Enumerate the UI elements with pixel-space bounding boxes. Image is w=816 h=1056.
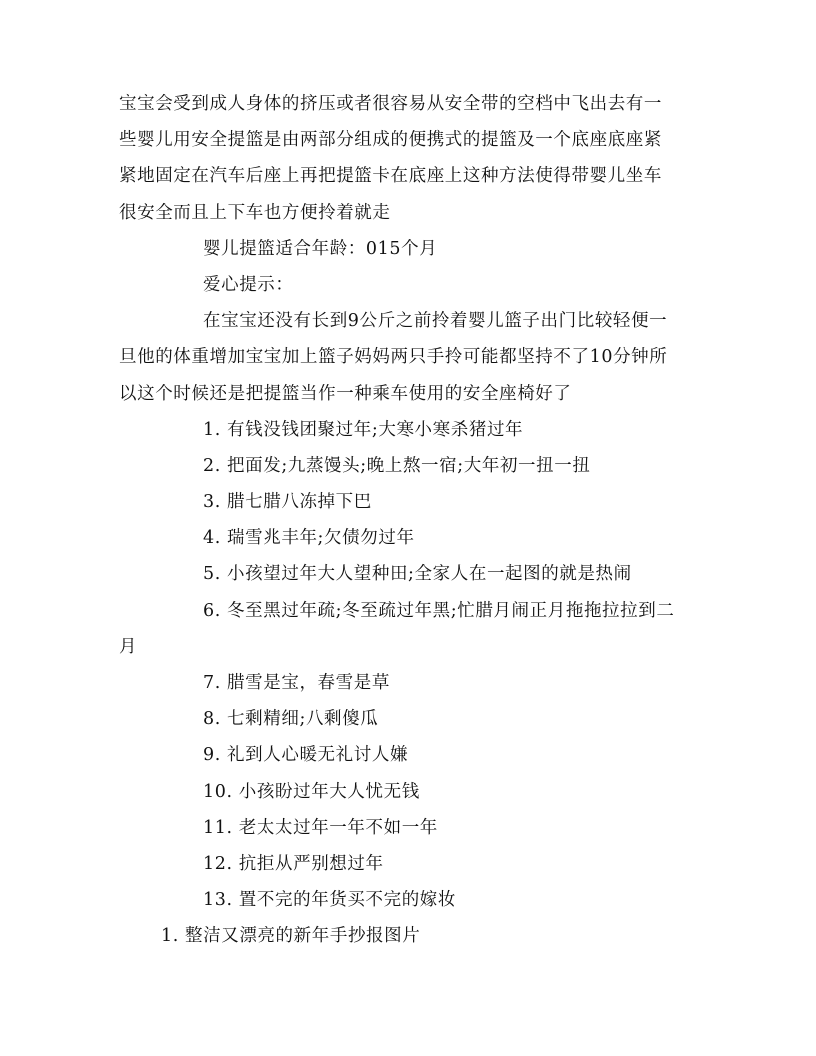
paragraph-line: 婴儿提篮适合年龄：015个月	[203, 238, 438, 259]
list-item: 5. 小孩望过年大人望种田;全家人在一起图的就是热闹	[203, 564, 632, 585]
paragraph-line: 很安全而且上下车也方便拎着就走	[119, 202, 391, 223]
list-item: 13. 置不完的年货买不完的嫁妆	[203, 890, 456, 911]
paragraph-line: 以这个时候还是把提篮当作一种乘车使用的安全座椅好了	[119, 383, 572, 404]
paragraph-line: 紧地固定在汽车后座上再把提篮卡在底座上这种方法使得带婴儿坐车	[119, 166, 662, 187]
section-heading: 1. 整洁又漂亮的新年手抄报图片	[161, 926, 421, 947]
list-item: 11. 老太太过年一年不如一年	[203, 817, 438, 838]
list-item: 3. 腊七腊八冻掉下巴	[203, 492, 372, 513]
list-item: 8. 七剩精细;八剩傻瓜	[203, 709, 379, 730]
paragraph-line: 些婴儿用安全提篮是由两部分组成的便携式的提篮及一个底座底座紧	[119, 130, 662, 151]
list-item: 7. 腊雪是宝，春雪是草	[203, 673, 390, 693]
document-body	[119, 86, 699, 955]
paragraph-line: 旦他的体重增加宝宝加上篮子妈妈两只手拎可能都坚持不了10分钟所	[119, 347, 668, 368]
list-item-continuation: 月	[119, 636, 138, 657]
paragraph-line: 宝宝会受到成人身体的挤压或者很容易从安全带的空档中飞出去有一	[119, 94, 662, 114]
list-item: 4. 瑞雪兆丰年;欠债勿过年	[203, 528, 415, 549]
paragraph-line: 爱心提示：	[203, 274, 294, 295]
list-item: 9. 礼到人心暖无礼讨人嫌	[203, 745, 409, 766]
paragraph-line: 在宝宝还没有长到9公斤之前拎着婴儿篮子出门比较轻便一	[203, 311, 668, 332]
list-item: 1. 有钱没钱团聚过年;大寒小寒杀猪过年	[203, 419, 524, 440]
list-item: 2. 把面发;九蒸馒头;晚上熬一宿;大年初一扭一扭	[203, 455, 591, 476]
list-item: 10. 小孩盼过年大人忧无钱	[203, 781, 420, 802]
list-item: 6. 冬至黑过年疏;冬至疏过年黑;忙腊月闹正月拖拖拉拉到二	[203, 600, 675, 621]
list-item: 12. 抗拒从严别想过年	[203, 853, 384, 874]
